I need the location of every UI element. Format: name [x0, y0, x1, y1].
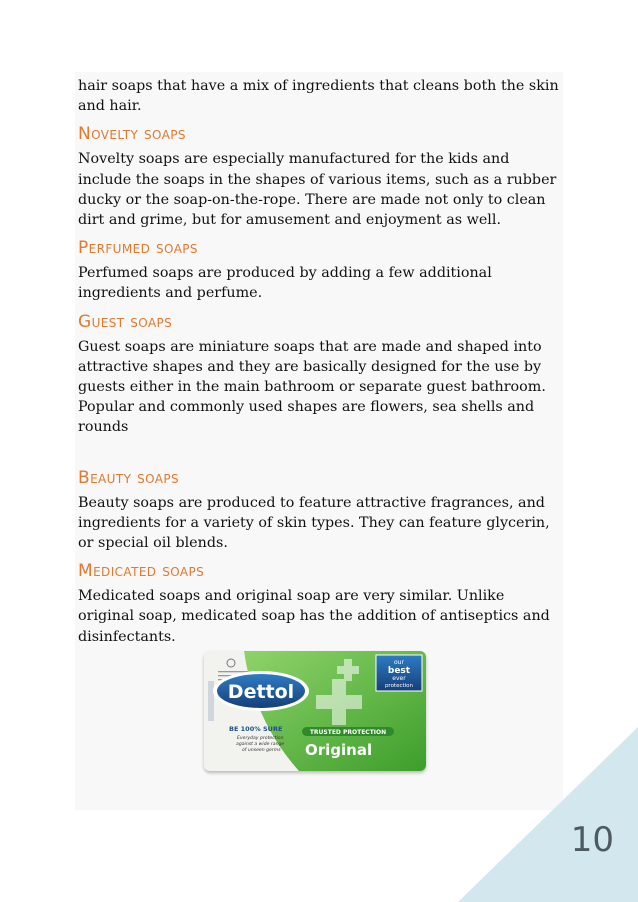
heading-novelty-soaps: Novelty soaps: [78, 124, 186, 145]
soap-illustration: [204, 651, 426, 771]
heading-guest-soaps: Guest soaps: [78, 311, 173, 332]
guest-paragraph: Guest soaps are miniature soaps that are made and shaped into attractive shapes and they are basically designed for the use by guests either in the main bathroom or separate guest bathroom. Popular and commonly used shapes are flowers, sea shells and rounds: [78, 338, 546, 436]
soap-brand-text: Dettol: [227, 680, 295, 703]
soap-variant-text: Original: [305, 740, 373, 759]
soap-trusted-text: TRUSTED PROTECTION: [309, 728, 387, 736]
heading-beauty-soaps: Beauty soaps: [78, 467, 180, 488]
soap-tagline-1: Everyday protection: [237, 735, 284, 741]
novelty-paragraph: Novelty soaps are especially manufactured for the kids and include the soaps in the shapes of various items, such as a rubber ducky or the soap-on-the-rope. There are made not only to clean dirt and grime, but for amusement and enjoyment as well.: [78, 151, 557, 229]
badge-line-protection: protection: [384, 682, 414, 689]
heading-perfumed-soaps: Perfumed soaps: [78, 238, 198, 259]
soap-sure-text: BE 100% SURE: [229, 724, 283, 733]
soap-tagline-2: against a wide range: [236, 741, 285, 747]
soap-tagline-3: of unseen germs: [242, 747, 281, 753]
heading-medicated-soaps: Medicated soaps: [78, 561, 205, 582]
soap-image-wrapper: [204, 651, 560, 771]
page-content: [78, 76, 560, 771]
badge-line-ever: ever: [392, 674, 406, 682]
page-number: 10: [570, 820, 614, 860]
beauty-paragraph: Beauty soaps are produced to feature attractive fragrances, and ingredients for a variety of skin types. They can feature glycerin, or special oil blends.: [78, 494, 550, 552]
medicated-paragraph: Medicated soaps and original soap are very similar. Unlike original soap, medicated soap has the addition of antiseptics and disinfectants.: [78, 588, 550, 645]
intro-paragraph: hair soaps that have a mix of ingredients that cleans both the skin and hair.: [78, 78, 559, 115]
perfumed-paragraph: Perfumed soaps are produced by adding a few additional ingredients and perfume.: [78, 265, 492, 302]
dettol-soap-image: [204, 651, 426, 771]
badge-line-best: best: [387, 665, 411, 676]
badge-line-our: our: [394, 658, 404, 666]
spacer: [78, 438, 560, 460]
